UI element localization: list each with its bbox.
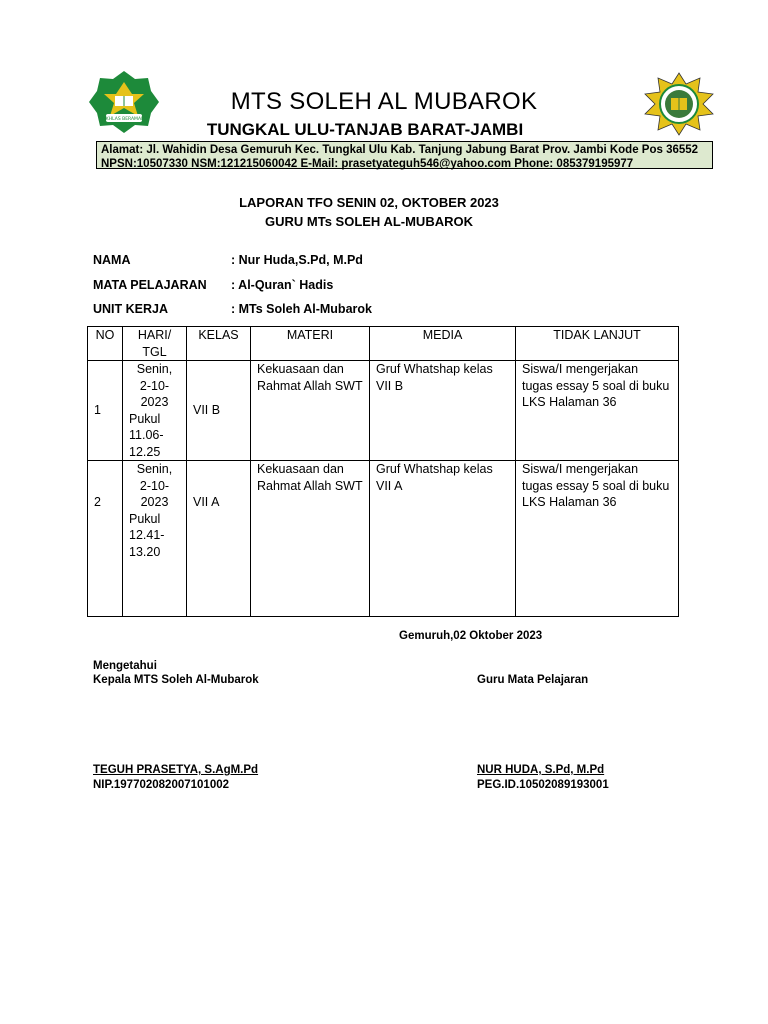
row-media: Gruf Whatshap kelas VII A	[370, 461, 516, 617]
header-no: NO	[88, 327, 123, 361]
row-day-line: 2-10-	[139, 478, 170, 493]
head-title: Kepala MTS Soleh Al-Mubarok	[93, 674, 259, 686]
tfo-report-table	[87, 326, 679, 617]
name-value: : Nur Huda,S.Pd, M.Pd	[231, 253, 363, 267]
row-follow-up: Siswa/I mengerjakan tugas essay 5 soal di buku LKS Halaman 36	[516, 361, 679, 461]
row-day-line: Senin,	[136, 462, 173, 476]
teacher-name: NUR HUDA, S.Pd, M.Pd	[477, 764, 605, 776]
school-name: MTS SOLEH AL MUBAROK	[230, 88, 538, 115]
table-row	[88, 361, 679, 461]
header-follow-up: TIDAK LANJUT	[516, 327, 679, 361]
header-class: KELAS	[187, 327, 251, 361]
report-title	[0, 193, 738, 231]
unit-label: UNIT KERJA	[93, 302, 169, 316]
row-material: Kekuasaan dan Rahmat Allah SWT	[251, 361, 370, 461]
row-day	[123, 361, 187, 461]
teacher-id: PEG.ID.10502089193001	[477, 779, 609, 791]
address-line-2: NPSN:10507330 NSM:121215060042 E-Mail: prasetyateguh546@yahoo.com Phone: 085379195977	[101, 158, 634, 170]
head-nip: NIP.197702082007101002	[93, 779, 230, 791]
row-no: 1	[88, 361, 123, 461]
row-class: VII B	[187, 361, 251, 461]
row-day-line: 2023	[140, 495, 169, 509]
acknowledged-label: Mengetahui	[93, 660, 157, 672]
row-day	[123, 461, 187, 617]
row-follow-up: Siswa/I mengerjakan tugas essay 5 soal di buku LKS Halaman 36	[516, 461, 679, 617]
row-day-line: Pukul	[129, 411, 161, 426]
report-title-line-1: LAPORAN TFO SENIN 02, OKTOBER 2023	[239, 195, 499, 210]
address-box	[96, 141, 713, 169]
subject-value: : Al-Quran` Hadis	[231, 278, 334, 292]
header-day	[123, 327, 187, 361]
subject-label: MATA PELAJARAN	[93, 278, 207, 292]
row-day-line: 12.25	[129, 444, 161, 459]
name-label: NAMA	[93, 253, 131, 267]
row-day-line: Senin,	[136, 362, 173, 376]
table-row	[88, 461, 679, 617]
row-media: Gruf Whatshap kelas VII B	[370, 361, 516, 461]
header-material: MATERI	[251, 327, 370, 361]
row-day-line: Pukul	[129, 511, 161, 526]
logo-motto: IKHLAS BERAMAL	[104, 117, 144, 122]
row-class: VII A	[187, 461, 251, 617]
row-no: 2	[88, 461, 123, 617]
head-name: TEGUH PRASETYA, S.AgM.Pd	[93, 764, 259, 776]
row-material: Kekuasaan dan Rahmat Allah SWT	[251, 461, 370, 617]
place-date: Gemuruh,02 Oktober 2023	[399, 630, 543, 642]
address-line-1: Alamat: Jl. Wahidin Desa Gemuruh Kec. Tungkal Ulu Kab. Tanjung Jabung Barat Prov. Jambi Kode Pos 36552	[101, 144, 699, 156]
row-day-line: 2-10-	[139, 378, 170, 393]
header-day-line-2: TGL	[142, 344, 167, 359]
row-day-line: 11.06-	[129, 428, 164, 442]
header-media: MEDIA	[370, 327, 516, 361]
row-day-line: 2023	[140, 395, 169, 409]
row-day-line: 13.20	[129, 544, 161, 559]
table-header-row	[88, 327, 679, 361]
header-day-line-1: HARI/	[137, 328, 172, 342]
teacher-title: Guru Mata Pelajaran	[477, 674, 589, 686]
report-title-line-2: GURU MTs SOLEH AL-MUBAROK	[265, 214, 473, 229]
school-region: TUNGKAL ULU-TANJAB BARAT-JAMBI	[206, 120, 524, 139]
row-day-line: 12.41-	[129, 528, 165, 542]
unit-value: : MTs Soleh Al-Mubarok	[231, 302, 372, 316]
